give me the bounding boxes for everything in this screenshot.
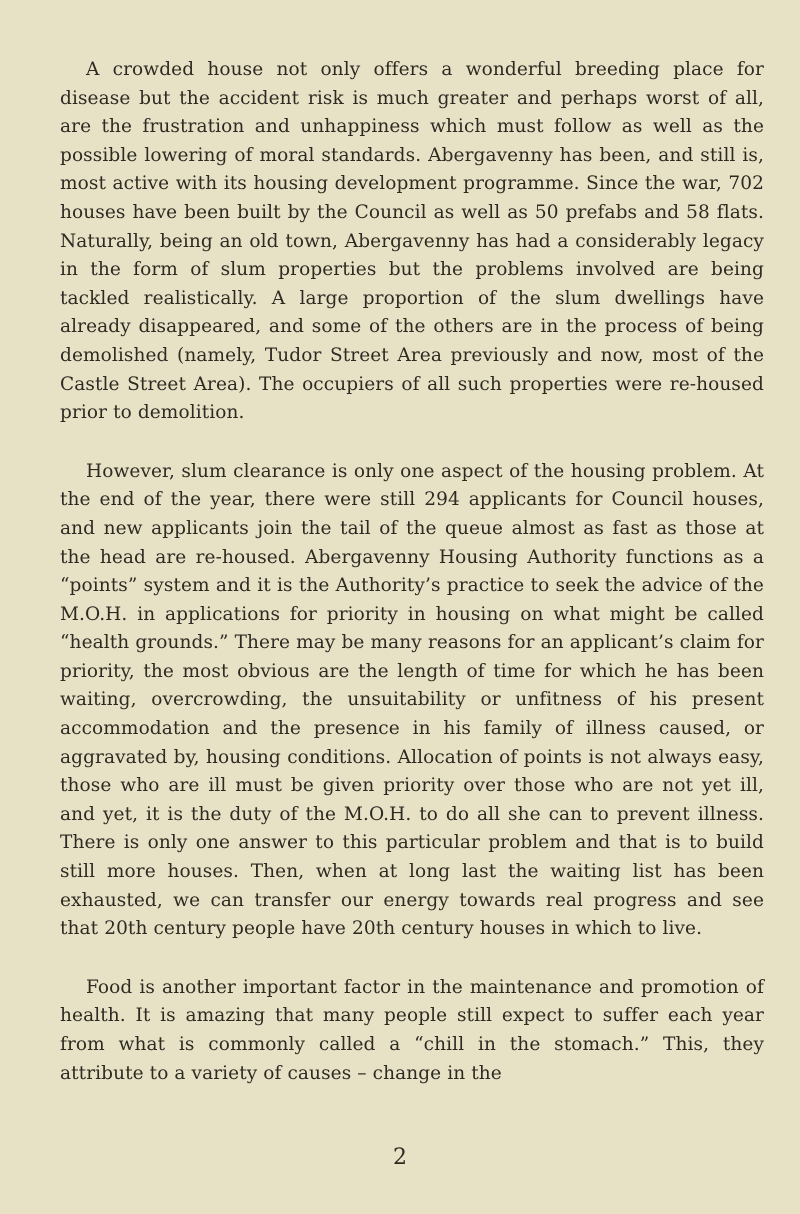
page-number: 2 (393, 1145, 407, 1170)
paragraph-housing-overcrowding: A crowded house not only offers a wonderful breeding place for disease but the accident risk is much greater and perhaps worst of all, are the frustration and unhappiness which must follow as well as the possible lowering of moral standards. Abergavenny has been, and still is, most active with its housing development programme. Since the war, 702 houses have been built by the Council as well as 50 prefabs and 58 flats. Naturally, being an old town, Abergavenny has had a considerably legacy in the form of slum properties but the problems involved are being tackled realistically. A large proportion of the slum dwellings have already disappeared, and some of the others are in the process of being demolished (namely, Tudor Street Area previously and now, most of the Castle Street Area). The occupiers of all such properties were re-housed prior to demolition. (60, 59, 764, 424)
paragraph-slum-clearance: However, slum clearance is only one aspect of the housing problem. At the end of the year, there were still 294 applicants for Council houses, and new applicants join the tail of the queue almost as fast as those at the head are re-housed. Abergavenny Housing Authority functions as a “points” system and it is the Authority’s practice to seek the advice of the M.O.H. in applications for priority in housing on what might be called “health grounds.” There may be many reasons for an applicant’s claim for priority, the most obvious are the length of time for which he has been waiting, overcrowding, the unsuitability or unfitness of his present accommodation and the presence in his family of illness caused, or aggravated by, housing conditions. Allocation of points is not always easy, those who are ill must be given priority over those who are not yet ill, and yet, it is the duty of the M.O.H. to do all she can to prevent illness. There is only one answer to this particular problem and that is to build still more houses. Then, when at long last the waiting list has been exhausted, we can transfer our energy towards real progress and see that 20th century people have 20th century houses in which to live. (60, 460, 764, 940)
paragraph-food: Food is another important factor in the maintenance and promotion of health. It is amazing that many people still expect to suffer each year from what is commonly called a “chill in the stomach.” This, they attribute to a variety of causes – change in the (60, 976, 764, 1084)
